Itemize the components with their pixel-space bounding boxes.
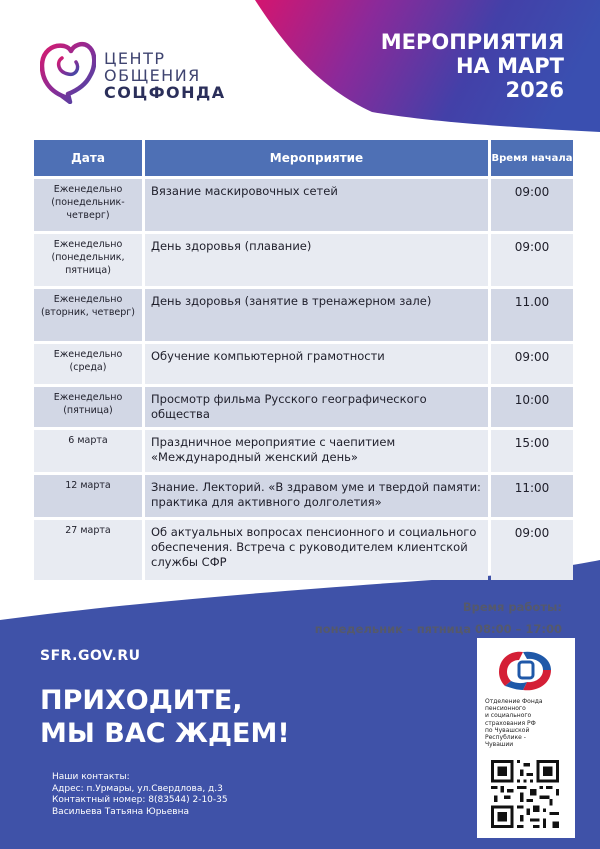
sfr-line: страхования РФ [485, 719, 536, 727]
column-header-time: Время начала [491, 140, 573, 176]
contacts-person: Васильева Татьяна Юрьевна [52, 806, 189, 817]
sfr-line: и социального [485, 712, 532, 720]
table-header-row [34, 140, 573, 176]
page-title [304, 30, 564, 102]
sfr-line: Отделение Фонда [485, 698, 543, 705]
time-cell: 11:00 [491, 475, 573, 517]
table-row [34, 520, 573, 580]
event-cell: День здоровья (занятие в тренажерном зале) [145, 289, 488, 341]
sfr-line: Республике - [485, 734, 526, 742]
work-hours [315, 596, 562, 640]
time-cell: 09:00 [491, 344, 573, 384]
event-cell: Об актуальных вопросах пенсионного и социального обеспечения. Встреча с руководителем клиентской службы СФР [145, 520, 488, 580]
date-cell: Еженедельно (понедельник-четверг) [34, 179, 142, 231]
heart-chat-icon [40, 40, 96, 104]
time-cell: 09:00 [491, 234, 573, 286]
title-line: МЕРОПРИЯТИЯ [380, 30, 564, 54]
date-cell: Еженедельно (понедельник, пятница) [34, 234, 142, 286]
sfr-line: Чувашии [485, 741, 514, 749]
logo-line: СОЦФОНДА [104, 83, 226, 102]
date-cell: 6 марта [34, 430, 142, 472]
table-row [34, 179, 573, 231]
time-cell: 10:00 [491, 387, 573, 427]
event-cell: День здоровья (плавание) [145, 234, 488, 286]
contacts [52, 772, 228, 818]
contacts-heading: Наши контакты: [52, 772, 130, 782]
date-cell: Еженедельно (пятница) [34, 387, 142, 427]
website-link[interactable]: SFR.GOV.RU [40, 648, 141, 664]
time-cell: 15:00 [491, 430, 573, 472]
sfr-panel [477, 638, 575, 838]
event-cell: Вязание маскировочных сетей [145, 179, 488, 231]
table-row [34, 475, 573, 517]
date-cell: 12 марта [34, 475, 142, 517]
time-cell: 09:00 [491, 179, 573, 231]
work-hours-label: Время работы: [462, 600, 562, 614]
event-cell: Праздничное мероприятие с чаепитием «Международный женский день» [145, 430, 488, 472]
slogan-line: ПРИХОДИТЕ, [40, 685, 243, 716]
event-cell: Знание. Лекторий. «В здравом уме и твердой памяти: практика для активного долголетия» [145, 475, 488, 517]
slogan-line: МЫ ВАС ЖДЕМ! [40, 718, 290, 749]
sfr-line: пенсионного [485, 705, 526, 713]
table-row [34, 234, 573, 286]
date-cell: Еженедельно (вторник, четверг) [34, 289, 142, 341]
slogan [40, 684, 290, 750]
title-line: 2026 [505, 78, 564, 102]
work-hours-value: понедельник – пятница 08:00 – 17:00 [314, 622, 562, 636]
title-line: НА МАРТ [455, 54, 564, 78]
logo-line: ЦЕНТР [104, 49, 166, 68]
event-cell: Просмотр фильма Русского географического общества [145, 387, 488, 427]
sfr-caption [485, 698, 571, 748]
contacts-address: Адрес: п.Урмары, ул.Свердлова, д.3 [52, 783, 223, 794]
event-cell: Обучение компьютерной грамотности [145, 344, 488, 384]
schedule-table [31, 137, 576, 583]
date-cell: Еженедельно (среда) [34, 344, 142, 384]
column-header-event: Мероприятие [145, 140, 488, 176]
qr-code-icon[interactable] [491, 760, 559, 828]
table-row [34, 387, 573, 427]
table-row [34, 344, 573, 384]
date-cell: 27 марта [34, 520, 142, 580]
table-row [34, 430, 573, 472]
time-cell: 11.00 [491, 289, 573, 341]
time-cell: 09:00 [491, 520, 573, 580]
column-header-date: Дата [34, 140, 142, 176]
logo-line: ОБЩЕНИЯ [104, 66, 201, 85]
sfr-line: по Чувашской [485, 726, 530, 734]
logo-text [104, 50, 226, 101]
sfr-logo-icon [493, 646, 559, 692]
contacts-phone: Контактный номер: 8(83544) 2-10-35 [52, 795, 228, 805]
table-row [34, 289, 573, 341]
